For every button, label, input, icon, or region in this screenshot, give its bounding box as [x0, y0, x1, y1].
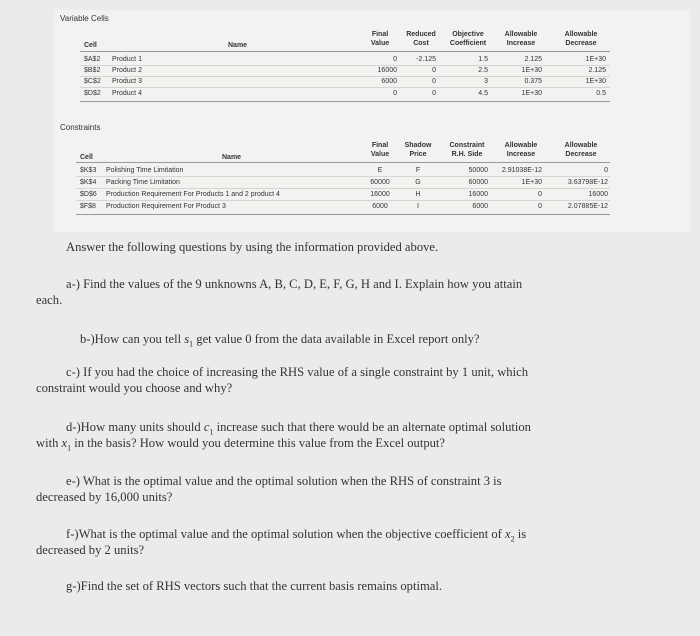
var-header-allowable-increase: Allowable Increase — [504, 31, 538, 47]
con-row-name: Production Requirement For Product 3 — [106, 203, 226, 210]
var-row-dec: 1E+30 — [585, 56, 606, 63]
var-row-cell: $A$2 — [84, 56, 101, 63]
con-row-inc: 1E+30 — [521, 179, 542, 186]
con-header-rhs: Constraint R.H. Side — [449, 142, 485, 158]
var-row-reduced: 0 — [432, 67, 436, 74]
con-header-cell: Cell — [80, 154, 93, 161]
var-header-name: Name — [228, 42, 248, 49]
con-row-final: 16000 — [370, 191, 390, 198]
var-row-final: 0 — [393, 90, 397, 97]
question-a-line1: a-) Find the values of the 9 unknowns A, B, C, D, E, F, G, H and I. Explain how you attain — [66, 277, 523, 291]
con-row-shadow: F — [415, 167, 421, 174]
var-row-name: Product 4 — [112, 90, 142, 97]
var-row-reduced: 0 — [432, 78, 436, 85]
con-row-rhs: 50000 — [468, 167, 488, 174]
var-row-cell: $C$2 — [84, 78, 101, 85]
question-f-line1: f-)What is the optimal value and the optimal solution when the objective coefficient of $x_2$ is — [66, 527, 527, 544]
var-header-objective-coefficient: Objective Coefficient — [449, 31, 487, 47]
questions-intro: Answer the following questions by using the information provided above. — [66, 240, 439, 254]
var-row-final: 16000 — [377, 67, 397, 74]
con-row-final: 6000 — [372, 203, 388, 210]
con-row-dec: 0 — [604, 167, 608, 174]
var-row-dec: 0.5 — [596, 90, 606, 97]
con-row-shadow: G — [415, 179, 421, 186]
con-row-final: E — [377, 167, 383, 174]
var-row-coef: 1.5 — [478, 56, 488, 63]
con-row-final: 60000 — [370, 179, 390, 186]
con-row-inc: 0 — [538, 203, 542, 210]
question-c-line1: c-) If you had the choice of increasing the RHS value of a single constraint by 1 unit, which — [66, 365, 528, 379]
var-row-cell: $D$2 — [84, 90, 101, 97]
con-row-inc: 0 — [538, 191, 542, 198]
var-row-inc: 1E+30 — [521, 67, 542, 74]
con-row-name: Polishing Time Limitation — [106, 167, 184, 174]
row-divider — [80, 87, 610, 88]
con-row-cell: $K$4 — [80, 179, 97, 186]
var-row-coef: 3 — [484, 78, 488, 85]
var-row-coef: 4.5 — [478, 90, 488, 97]
con-row-cell: $F$8 — [80, 203, 96, 210]
con-bottom-rule — [76, 214, 610, 215]
var-bottom-rule — [80, 101, 610, 102]
var-row-coef: 2.5 — [478, 67, 488, 74]
variable-cells-title: Variable Cells — [60, 14, 109, 23]
var-row-cell: $B$2 — [84, 67, 101, 74]
con-row-rhs: 16000 — [468, 191, 488, 198]
con-header-allowable-decrease: Allowable Decrease — [564, 142, 598, 158]
var-header-reduced-cost: Reduced Cost — [406, 31, 436, 47]
var-row-name: Product 3 — [112, 78, 142, 85]
var-header-rule — [80, 51, 610, 52]
con-header-allowable-increase: Allowable Increase — [504, 142, 538, 158]
var-header-final-value: Final Value — [370, 31, 390, 47]
con-header-name: Name — [222, 154, 242, 161]
var-header-allowable-decrease: Allowable Decrease — [564, 31, 598, 47]
var-row-inc: 1E+30 — [521, 90, 542, 97]
var-row-dec: 2.125 — [588, 67, 606, 74]
var-row-name: Product 1 — [112, 56, 142, 63]
con-row-dec: 16000 — [588, 191, 608, 198]
question-g: g-)Find the set of RHS vectors such that the current basis remains optimal. — [66, 579, 442, 593]
row-divider — [80, 76, 610, 77]
con-row-name: Production Requirement For Products 1 and 2 product 4 — [106, 191, 280, 198]
con-row-name: Packing Time Limitation — [106, 179, 180, 186]
var-header-cell: Cell — [84, 42, 97, 49]
con-row-shadow: I — [417, 203, 419, 210]
question-a-line2: each. — [36, 293, 63, 307]
con-row-cell: $D$6 — [80, 191, 97, 198]
con-header-shadow-price: Shadow Price — [404, 142, 432, 158]
con-header-rule — [76, 162, 610, 163]
con-row-dec: 2.07885E-12 — [567, 203, 608, 210]
constraints-title: Constraints — [60, 123, 101, 132]
var-row-inc: 2.125 — [524, 56, 542, 63]
con-row-cell: $K$3 — [80, 167, 97, 174]
row-divider — [76, 176, 610, 177]
var-row-dec: 1E+30 — [585, 78, 606, 85]
var-row-reduced: 0 — [432, 90, 436, 97]
con-row-dec: 3.63798E-12 — [567, 179, 608, 186]
con-row-shadow: H — [415, 191, 421, 198]
row-divider — [80, 65, 610, 66]
con-row-inc: 2.91038E-12 — [501, 167, 542, 174]
con-row-rhs: 6000 — [472, 203, 488, 210]
var-row-name: Product 2 — [112, 67, 142, 74]
question-d-line1: d-)How many units should $c_1$ increase such that there would be an alternate optimal solution — [66, 420, 531, 437]
var-row-reduced: -2.125 — [416, 56, 436, 63]
var-row-inc: 0.375 — [524, 78, 542, 85]
question-b: b-)How can you tell $s_1$ get value 0 from the data available in Excel report only? — [80, 332, 480, 349]
var-row-final: 0 — [393, 56, 397, 63]
row-divider — [76, 200, 610, 201]
question-e-line2: decreased by 16,000 units? — [36, 490, 173, 504]
question-c-line2: constraint would you choose and why? — [36, 381, 233, 395]
row-divider — [76, 188, 610, 189]
question-f-line2: decreased by 2 units? — [36, 543, 145, 557]
con-row-rhs: 60000 — [468, 179, 488, 186]
var-row-final: 6000 — [381, 78, 397, 85]
con-header-final-value: Final Value — [370, 142, 390, 158]
question-d-line2: with $x_1$ in the basis? How would you determine this value from the Excel output? — [36, 436, 446, 453]
question-e-line1: e-) What is the optimal value and the optimal solution when the RHS of constraint 3 is — [66, 474, 502, 488]
